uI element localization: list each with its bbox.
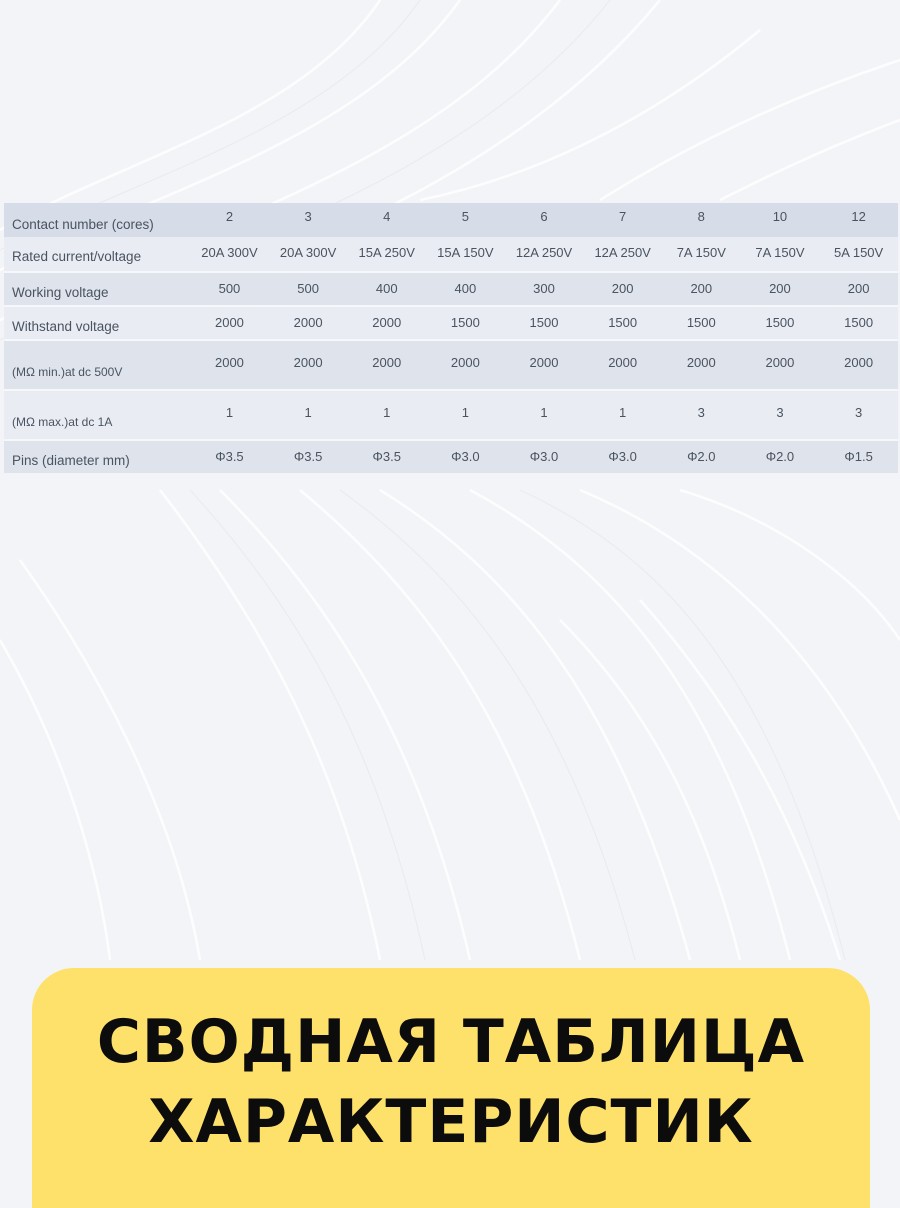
title-banner bbox=[32, 968, 870, 1208]
table-cell: 12A 250V bbox=[515, 245, 573, 260]
table-row bbox=[4, 389, 898, 439]
table-cell: Φ3.5 bbox=[190, 439, 269, 473]
table-cell: 3 bbox=[741, 389, 820, 439]
table-cell: 500 bbox=[269, 271, 348, 305]
table-cell: 2000 bbox=[662, 339, 741, 389]
table-cell: 2000 bbox=[269, 305, 348, 339]
banner-title-line-1: СВОДНАЯ ТАБЛИЦА bbox=[96, 1007, 806, 1077]
table-cell: 2000 bbox=[190, 305, 269, 339]
table-header-row bbox=[4, 203, 898, 237]
table-cell: 1500 bbox=[741, 305, 820, 339]
table-header-cell: 6 bbox=[540, 209, 548, 224]
table-row bbox=[4, 237, 898, 271]
row-label: (MΩ min.)at dc 500V bbox=[4, 339, 190, 389]
table-cell: 2000 bbox=[347, 305, 426, 339]
table-cell: Φ3.0 bbox=[505, 439, 584, 473]
specification-table bbox=[4, 203, 898, 473]
table-cell: 1500 bbox=[426, 305, 505, 339]
table-cell: 1500 bbox=[819, 305, 898, 339]
table-cell: 2000 bbox=[741, 339, 820, 389]
banner-title-line-2: ХАРАКТЕРИСТИК bbox=[148, 1087, 754, 1157]
table-cell: 300 bbox=[505, 271, 584, 305]
table-header-cell: 12 bbox=[851, 209, 866, 224]
table-cell: 1 bbox=[347, 389, 426, 439]
table-header-cell: 7 bbox=[619, 209, 627, 224]
table-cell: 1500 bbox=[583, 305, 662, 339]
table-cell: Φ2.0 bbox=[662, 439, 741, 473]
table-cell: 1 bbox=[269, 389, 348, 439]
table-cell: 2000 bbox=[190, 339, 269, 389]
table-cell: 500 bbox=[190, 271, 269, 305]
table-cell: Φ1.5 bbox=[819, 439, 898, 473]
table-header-cell: 4 bbox=[383, 209, 391, 224]
table-cell: 15A 150V bbox=[437, 245, 494, 260]
row-label: Working voltage bbox=[4, 271, 190, 305]
table-cell: 2000 bbox=[505, 339, 584, 389]
table-cell: Φ3.0 bbox=[426, 439, 505, 473]
table-cell: 400 bbox=[347, 271, 426, 305]
table-cell: 2000 bbox=[347, 339, 426, 389]
table-row bbox=[4, 271, 898, 305]
table-cell: 200 bbox=[662, 271, 741, 305]
row-label: Rated current/voltage bbox=[12, 249, 142, 264]
table-header-label: Contact number (cores) bbox=[12, 217, 154, 232]
table-cell: 200 bbox=[741, 271, 820, 305]
row-label: Withstand voltage bbox=[4, 305, 190, 339]
table-cell: 200 bbox=[583, 271, 662, 305]
table-cell: 7A 150V bbox=[676, 245, 726, 260]
table-cell: Φ3.5 bbox=[347, 439, 426, 473]
table-row bbox=[4, 439, 898, 473]
table-cell: 20A 300V bbox=[201, 245, 258, 260]
table-cell: 2000 bbox=[819, 339, 898, 389]
table-header-cell: 8 bbox=[697, 209, 705, 224]
table-cell: 7A 150V bbox=[755, 245, 805, 260]
table-cell: 200 bbox=[819, 271, 898, 305]
table-cell: 1 bbox=[505, 389, 584, 439]
row-label: (MΩ max.)at dc 1A bbox=[4, 389, 190, 439]
table-cell: 15A 250V bbox=[358, 245, 415, 260]
table-row bbox=[4, 339, 898, 389]
table-cell: 2000 bbox=[269, 339, 348, 389]
table-cell: 1500 bbox=[505, 305, 584, 339]
table-cell: 2000 bbox=[583, 339, 662, 389]
table-cell: 1 bbox=[190, 389, 269, 439]
table-cell: 400 bbox=[426, 271, 505, 305]
table-cell: Φ3.0 bbox=[583, 439, 662, 473]
table-cell: 20A 300V bbox=[279, 245, 337, 260]
table-cell: Φ2.0 bbox=[741, 439, 820, 473]
table-cell: 1500 bbox=[662, 305, 741, 339]
row-label: Pins (diameter mm) bbox=[4, 439, 190, 473]
table-cell: 1 bbox=[583, 389, 662, 439]
table-row bbox=[4, 305, 898, 339]
table-header-cell: 5 bbox=[461, 209, 469, 224]
table-cell: 5A 150V bbox=[834, 245, 884, 260]
table-cell: 1 bbox=[426, 389, 505, 439]
table-cell: 2000 bbox=[426, 339, 505, 389]
table-cell: 12A 250V bbox=[594, 245, 651, 260]
table-header-cell: 2 bbox=[225, 209, 234, 224]
table-header-cell: 10 bbox=[772, 209, 788, 224]
table-cell: 3 bbox=[662, 389, 741, 439]
table-cell: Φ3.5 bbox=[269, 439, 348, 473]
table-header-cell: 3 bbox=[304, 209, 312, 224]
table-cell: 3 bbox=[819, 389, 898, 439]
